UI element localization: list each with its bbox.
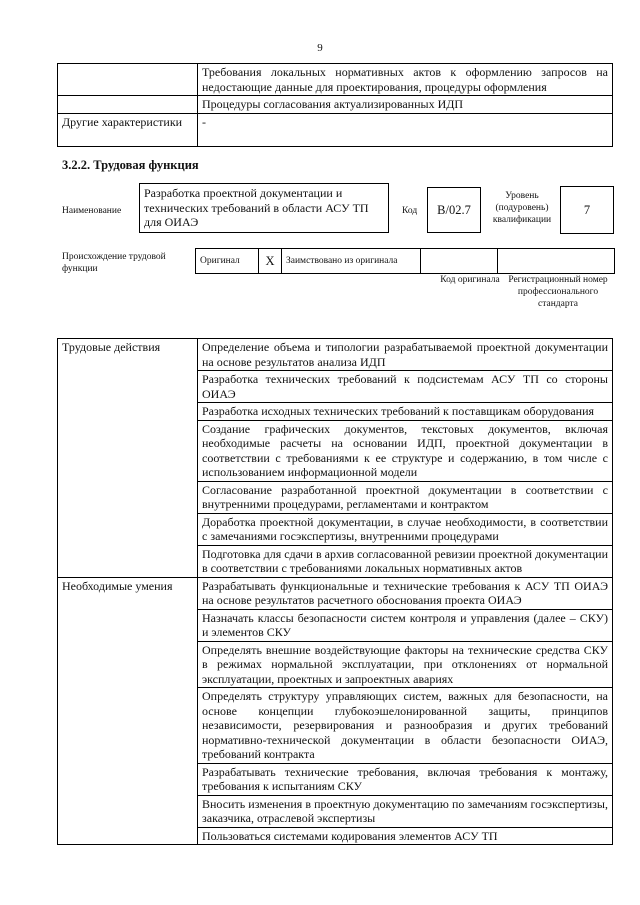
table-row (58, 577, 613, 609)
origin-label: Происхождение трудовой функции (62, 252, 166, 274)
table-cell (58, 64, 198, 96)
code-original-cell (421, 249, 498, 274)
other-characteristics-label: Другие характеристики (58, 113, 198, 146)
skill-item: Назначать классы безопасности систем контроля и управления (далее – СКУ) и элементов СКУ (198, 609, 613, 641)
table-cell: Требования локальных нормативных актов к оформлению запросов на недостающие данные для проектирования, процедуры оформления (198, 64, 613, 96)
skill-item: Разрабатывать технические требования, включая требования к монтажу, требования к испытаниям СКУ (198, 763, 613, 795)
skill-item: Пользоваться системами кодирования элементов АСУ ТП (198, 827, 613, 845)
actions-label: Трудовые действия (58, 339, 198, 578)
other-characteristics-value: - (198, 113, 613, 146)
qualification-level-box: 7 (560, 186, 614, 234)
page-number: 9 (317, 42, 323, 54)
table-row (58, 96, 613, 114)
action-item: Разработка технических требований к подсистемам АСУ ТП со стороны ОИАЭ (198, 371, 613, 403)
function-name-box: Разработка проектной документации и технических требований в области АСУ ТП для ОИАЭ (139, 183, 389, 233)
code-original-label: Код оригинала (440, 275, 500, 285)
borrowed-cell: Заимствовано из оригинала (282, 249, 421, 274)
table-row (196, 249, 615, 274)
skill-item: Вносить изменения в проектную документацию по замечаниям госэкспертизы, заказчика, отраслевой экспертизы (198, 795, 613, 827)
skill-item: Разрабатывать функциональные и технические требования к АСУ ТП ОИАЭ на основе результатов расчетного обоснования проекта ОИАЭ (198, 577, 613, 609)
table-cell: Процедуры согласования актуализированных ИДП (198, 96, 613, 114)
skills-label: Необходимые умения (58, 577, 198, 845)
top-table (57, 63, 613, 147)
table-row (58, 64, 613, 96)
code-label: Код (402, 206, 418, 216)
action-item: Определение объема и типологии разрабатываемой проектной документации на основе результатов анализа ИДП (198, 339, 613, 371)
skill-item: Определять структуру управляющих систем, важных для безопасности, на основе концепции глубокоэшелонированной защиты, принципов независимости, резервирования и разнообразия и других требований нормативно-технической документации в области безопасности ОИАЭ, требований контракта (198, 688, 613, 764)
original-cell: Оригинал (196, 249, 259, 274)
action-item: Согласование разработанной проектной документации в соответствии с внутренними процедурами, регламентами и контрактом (198, 481, 613, 513)
action-item: Создание графических документов, текстовых документов, включая необходимые расчеты на основании ИДП, проектной документации в соответствии с требованиями к ее структуре и содержанию, в том числе с использованием информационной модели (198, 420, 613, 481)
skill-item: Определять внешние воздействующие факторы на технические средства СКУ в режимах нормальной эксплуатации, при отклонениях от нормальной эксплуатации, проектных и запроектных авариях (198, 641, 613, 688)
action-item: Разработка исходных технических требований к поставщикам оборудования (198, 403, 613, 421)
action-item: Доработка проектной документации, в случае необходимости, в соответствии с замечаниями госэкспертизы, внутренними процедурами (198, 513, 613, 545)
table-row (58, 113, 613, 146)
section-heading: 3.2.2. Трудовая функция (62, 158, 199, 172)
origin-table (195, 248, 615, 274)
qualification-level-label: Уровень (подуровень) квалификации (492, 191, 552, 225)
reg-number-cell (498, 249, 615, 274)
table-cell (58, 96, 198, 114)
table-row (58, 339, 613, 371)
original-mark: X (259, 249, 282, 274)
function-code-box: В/02.7 (427, 187, 481, 233)
action-item: Подготовка для сдачи в архив согласованной ревизии проектной документации в соответствии с требованиями локальных нормативных актов (198, 545, 613, 577)
labor-function-table (57, 338, 613, 845)
name-label: Наименование (62, 206, 122, 216)
reg-number-label: Регистрационный номер профессионального стандарта (508, 275, 608, 309)
